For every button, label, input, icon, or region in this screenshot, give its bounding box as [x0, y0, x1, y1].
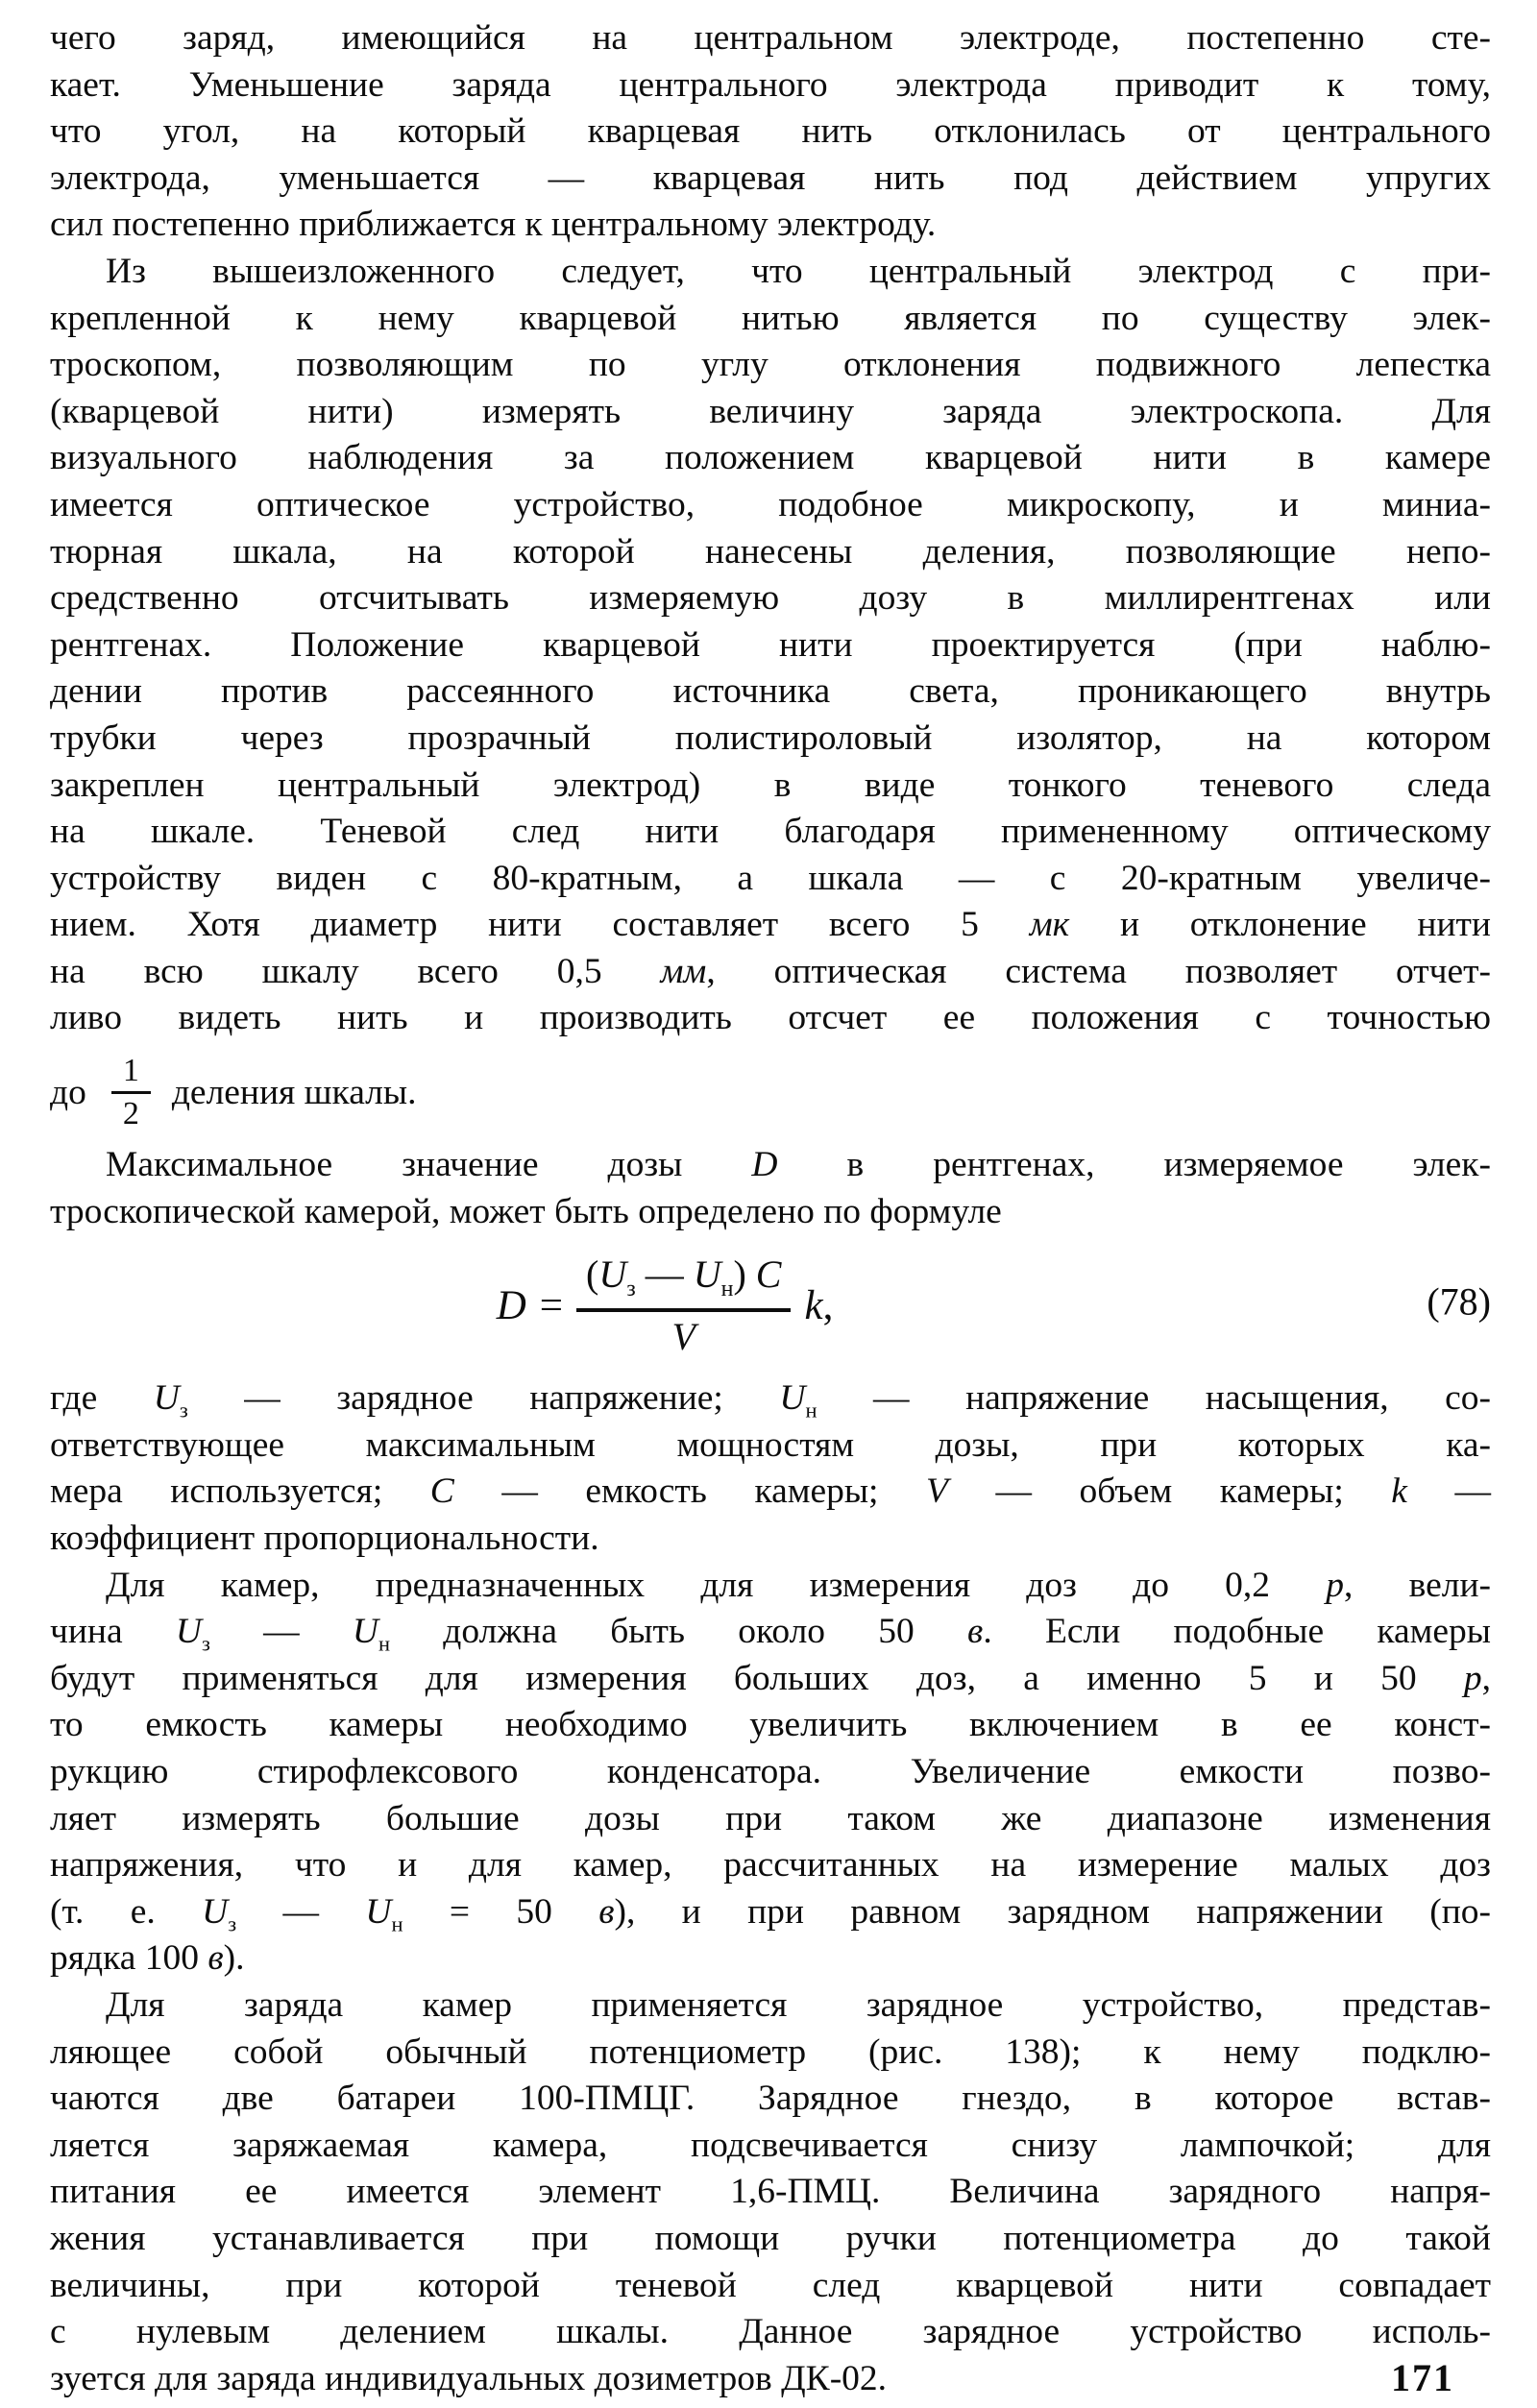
formula-factor: [804, 1282, 833, 1329]
page-number: 171: [1391, 2356, 1454, 2399]
text-line: [50, 2309, 1491, 2356]
text-line: [50, 669, 1491, 716]
italic-symbol: U: [352, 1612, 378, 1652]
text-line: [50, 856, 1491, 903]
subscript-symbol: з: [202, 1631, 210, 1656]
text-line: [50, 575, 1491, 622]
text-run: —: [209, 1612, 353, 1652]
text-run: (кварцевой нити) измерять величину заряда электроскопа. Для: [50, 391, 1491, 431]
text-line: [50, 296, 1491, 343]
text-run: где: [50, 1378, 154, 1419]
text-line: [50, 1469, 1491, 1516]
fraction-post-text: деления шкалы.: [171, 1072, 417, 1112]
text-run: сил постепенно приближается к центральному электроду.: [50, 205, 937, 245]
text-line: [50, 1656, 1491, 1703]
text-run: закреплен центральный электрод) в виде тонкого теневого следа: [50, 765, 1491, 805]
formula-lhs: [497, 1282, 526, 1329]
text-run: мера используется;: [50, 1472, 430, 1512]
text-line: [50, 202, 1491, 249]
text-run: троскопом, позволяющим по углу отклонения подвижного лепестка: [50, 345, 1491, 385]
italic-symbol: U: [693, 1253, 721, 1297]
italic-symbol: U: [598, 1253, 627, 1297]
italic-symbol: U: [365, 1891, 392, 1932]
text-run: ,: [1481, 1658, 1491, 1698]
paragraph-charging-device: [50, 1982, 1491, 2402]
text-run: ), и при равном зарядном напряжении (по-: [614, 1891, 1492, 1932]
paragraph-max-dose: [50, 1142, 1491, 1235]
italic-symbol: мм: [660, 951, 707, 991]
formula-78-row: [50, 1235, 1491, 1375]
subscript-symbol: н: [805, 1398, 817, 1423]
text-line: [50, 1423, 1491, 1470]
text-run: чего заряд, имеющийся на центральном электроде, постепенно сте-: [50, 18, 1491, 58]
paragraph-electroscope: [50, 249, 1491, 1042]
text-run: чаются две батареи 100-ПМЦГ. Зарядное гнездо, в которое встав-: [50, 2079, 1491, 2119]
text-line: [50, 249, 1491, 296]
italic-symbol: V: [926, 1472, 948, 1512]
text-line: [50, 2169, 1491, 2216]
text-run: трубки через прозрачный полистироловый изолятор, на котором: [50, 718, 1491, 758]
italic-symbol: D: [751, 1145, 778, 1185]
text-line: [50, 949, 1491, 996]
subscript-symbol: з: [228, 1911, 237, 1936]
text-line: [50, 1796, 1491, 1843]
text-line: [50, 995, 1491, 1042]
subscript-symbol: н: [391, 1911, 403, 1936]
text-run: имеется оптическое устройство, подобное микроскопу, и миниа-: [50, 484, 1491, 524]
text-line: [50, 902, 1491, 949]
fraction-numerator: 1: [111, 1054, 151, 1094]
text-run: ляется заряжаемая камера, подсвечивается снизу лампочкой; для: [50, 2125, 1491, 2165]
text-line: [50, 2076, 1491, 2123]
text-line: [50, 1375, 1491, 1423]
text-line: [50, 1749, 1491, 1796]
italic-symbol: V: [671, 1315, 695, 1359]
text-run: электрода, уменьшается — кварцевая нить под действием упругих: [50, 158, 1491, 198]
text-run: . Если подобные камеры: [983, 1612, 1491, 1652]
text-run: Максимальное значение дозы: [106, 1145, 752, 1185]
text-run: дении против рассеянного источника света, проникающего внутрь: [50, 671, 1491, 712]
fraction-denominator: 2: [122, 1095, 139, 1131]
text-line: [50, 482, 1491, 529]
text-run: ливо видеть нить и производить отсчет ее положения с точностью: [50, 998, 1491, 1038]
italic-symbol: k: [804, 1282, 823, 1328]
paragraph-charge-leak: [50, 15, 1491, 249]
text-run: = 50: [403, 1891, 599, 1932]
italic-symbol: U: [779, 1378, 806, 1419]
text-run: должна быть около 50: [390, 1612, 968, 1652]
italic-symbol: U: [202, 1891, 229, 1932]
text-line: [50, 1702, 1491, 1749]
text-run: — объем камеры;: [947, 1472, 1392, 1512]
italic-symbol: р: [1463, 1658, 1482, 1698]
formula-numerator: [576, 1253, 791, 1312]
text-line: [50, 342, 1491, 389]
subscript-symbol: н: [378, 1631, 391, 1656]
subscript-symbol: н: [720, 1277, 734, 1302]
formula-78: [497, 1253, 834, 1357]
subscript-symbol: з: [626, 1277, 636, 1302]
text-run: —: [1406, 1472, 1491, 1512]
formula-fraction: [576, 1253, 791, 1357]
text-run: ).: [223, 1938, 245, 1979]
text-line: [50, 763, 1491, 810]
text-run: что угол, на который кварцевая нить отклонилась от центрального: [50, 111, 1491, 152]
text-run: зуется для заряда индивидуальных дозиметров ДК-02.: [50, 2358, 888, 2398]
text-run: на всю шкалу всего 0,5: [50, 951, 661, 991]
italic-symbol: C: [429, 1472, 454, 1512]
text-run: рядка 100: [50, 1938, 208, 1979]
text-line: [50, 1516, 1491, 1563]
text-line: [50, 622, 1491, 669]
text-line: [50, 1563, 1491, 1610]
text-run: —: [635, 1253, 694, 1297]
text-run: троскопической камерой, может быть определено по формуле: [50, 1191, 1002, 1231]
text-run: , вели-: [1344, 1565, 1491, 1605]
text-line: [50, 1842, 1491, 1889]
text-line: [50, 2356, 1491, 2403]
italic-symbol: мк: [1029, 905, 1070, 945]
one-half-fraction: [111, 1054, 151, 1131]
text-run: визуального наблюдения за положением кварцевой нити в камере: [50, 438, 1491, 478]
text-run: ): [733, 1253, 756, 1297]
text-line: [50, 716, 1491, 763]
text-line: [50, 15, 1491, 62]
text-line: [50, 1982, 1491, 2030]
italic-symbol: k: [1391, 1472, 1407, 1512]
text-run: питания ее имеется элемент 1,6-ПМЦ. Величина зарядного напря-: [50, 2172, 1491, 2212]
text-run: — напряжение насыщения, со-: [817, 1378, 1491, 1419]
text-run: — емкость камеры;: [453, 1472, 927, 1512]
formula-denominator: [672, 1312, 695, 1357]
text-run: то емкость камеры необходимо увеличить включением в ее конст-: [50, 1705, 1491, 1745]
text-line: [50, 1935, 1491, 1982]
text-line: [50, 62, 1491, 109]
text-run: ляет измерять большие дозы при таком же диапазоне изменения: [50, 1798, 1491, 1838]
text-run: ляющее собой обычный потенциометр (рис. 138); к нему подклю-: [50, 2031, 1491, 2072]
text-run: — зарядное напряжение;: [187, 1378, 780, 1419]
paragraph-chamber-capacity: [50, 1563, 1491, 1982]
text-run: ответствующее максимальным мощностям дозы, при которых ка-: [50, 1424, 1491, 1465]
text-run: в рентгенах, измеряемое элек-: [777, 1145, 1491, 1185]
text-run: средственно отсчитывать измеряемую дозу в миллирентгенах или: [50, 578, 1491, 619]
text-run: , оптическая система позволяет отчет-: [706, 951, 1491, 991]
text-run: —: [236, 1891, 366, 1932]
italic-symbol: D: [496, 1282, 526, 1328]
text-run: нием. Хотя диаметр нити составляет всего 5: [50, 905, 1030, 945]
text-line: [50, 529, 1491, 576]
text-line: [50, 435, 1491, 482]
text-run: будут применяться для измерения больших доз, а именно 5 и 50: [50, 1658, 1464, 1698]
equation-number: (78): [1427, 1279, 1491, 1324]
text-line: [50, 156, 1491, 203]
formula-equals-sign: =: [539, 1282, 564, 1328]
text-run: (т. е.: [50, 1891, 203, 1932]
text-run: Из вышеизложенного следует, что центральный электрод с при-: [106, 251, 1491, 291]
italic-symbol: в: [598, 1891, 615, 1932]
text-line: [50, 109, 1491, 156]
subscript-symbol: з: [179, 1398, 188, 1423]
text-run: рукцию стирофлексового конденсатора. Увеличение емкости позво-: [50, 1752, 1491, 1791]
text-line: [50, 809, 1491, 856]
italic-symbol: C: [755, 1253, 782, 1297]
italic-symbol: U: [175, 1612, 202, 1652]
fraction-line: [50, 1042, 1491, 1142]
text-run: устройству виден с 80-кратным, а шкала — с 20-кратным увеличе-: [50, 858, 1491, 898]
text-run: величины, при которой теневой след кварцевой нити совпадает: [50, 2265, 1491, 2305]
text-run: ,: [822, 1282, 834, 1328]
text-run: жения устанавливается при помощи ручки потенциометра до такой: [50, 2218, 1491, 2258]
text-line: [50, 2216, 1491, 2263]
text-run: Для заряда камер применяется зарядное устройство, представ-: [106, 1984, 1491, 2025]
text-run: (: [586, 1253, 599, 1297]
text-line: [50, 1889, 1491, 1936]
text-run: и отклонение нити: [1069, 905, 1491, 945]
text-run: кает. Уменьшение заряда центрального электрода приводит к тому,: [50, 64, 1491, 105]
text-run: чина: [50, 1612, 176, 1652]
text-line: [50, 1189, 1491, 1236]
text-line: [50, 2123, 1491, 2170]
text-run: на шкале. Теневой след нити благодаря примененному оптическому: [50, 812, 1491, 852]
italic-symbol: в: [967, 1612, 984, 1652]
text-run: напряжения, что и для камер, рассчитанных на измерение малых доз: [50, 1845, 1491, 1885]
text-run: тюрная шкала, на которой нанесены деления, позволяющие непо-: [50, 531, 1491, 572]
text-run: крепленной к нему кварцевой нитью является по существу элек-: [50, 298, 1491, 338]
text-line: [50, 2030, 1491, 2077]
text-run: с нулевым делением шкалы. Данное зарядное устройство исполь-: [50, 2312, 1491, 2352]
text-line: [50, 1609, 1491, 1656]
text-line: [50, 1142, 1491, 1189]
text-run: Для камер, предназначенных для измерения доз до 0,2: [106, 1565, 1327, 1605]
italic-symbol: U: [153, 1378, 180, 1419]
italic-symbol: р: [1326, 1565, 1345, 1605]
text-run: рентгенах. Положение кварцевой нити проектируется (при наблю-: [50, 624, 1491, 665]
text-line: [50, 389, 1491, 436]
fraction-pre-text: до: [50, 1072, 86, 1112]
text-run: коэффициент пропорциональности.: [50, 1519, 599, 1559]
italic-symbol: в: [207, 1938, 224, 1979]
paragraph-where-clause: [50, 1375, 1491, 1562]
text-line: [50, 2263, 1491, 2310]
